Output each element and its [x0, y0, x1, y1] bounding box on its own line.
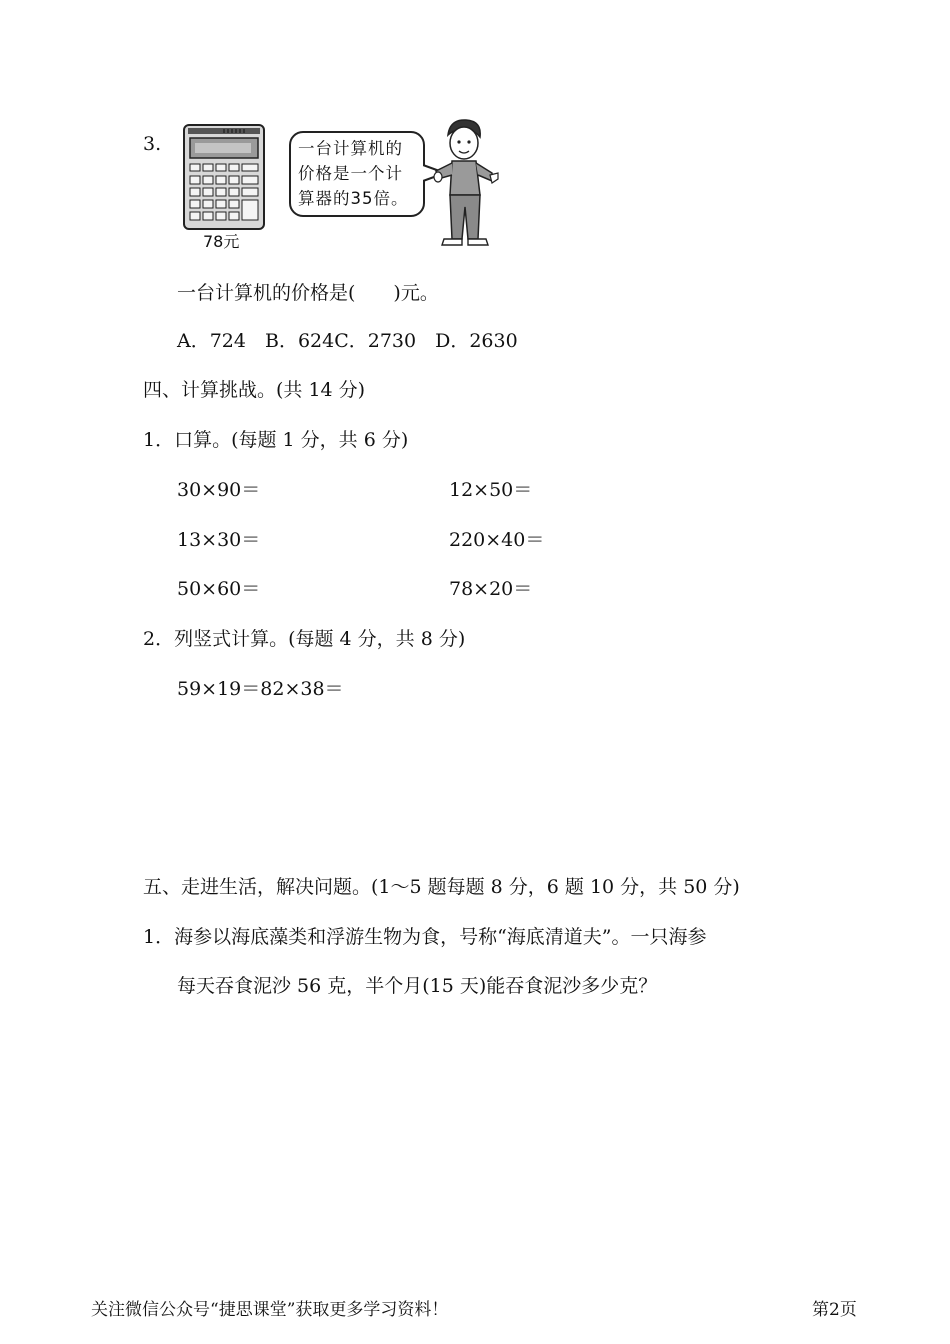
vertical-calc-items: 59×19＝82×38＝ — [177, 678, 344, 700]
word-problem-line: 每天吞食泥沙 56 克，半个月(15 天)能吞食泥沙多少克？ — [177, 975, 658, 997]
oral-calc-item: 78×20＝ — [449, 578, 533, 600]
oral-calc-item: 12×50＝ — [449, 479, 533, 501]
page-number: 第2页 — [812, 1300, 857, 1320]
question-title: 1．口算。(每题 1 分，共 6 分) — [143, 429, 409, 451]
footer-note: 关注微信公众号“捷思课堂”获取更多学习资料！ — [91, 1300, 449, 1320]
answer-options: A．724 B．624C．2730 D．2630 — [177, 330, 518, 352]
section-heading: 四、计算挑战。(共 14 分) — [143, 379, 366, 401]
question-title: 2．列竖式计算。(每题 4 分，共 8 分) — [143, 628, 466, 650]
oral-calc-item: 220×40＝ — [449, 529, 545, 551]
oral-calc-item: 13×30＝ — [177, 529, 261, 551]
speech-line: 一台计算机的 — [298, 139, 403, 158]
oral-calc-item: 30×90＝ — [177, 479, 261, 501]
oral-calc-item: 50×60＝ — [177, 578, 261, 600]
calculator-price: 78元 — [203, 232, 240, 251]
boy-illustration — [430, 115, 500, 250]
word-problem-line: 1．海参以海底藻类和浮游生物为食，号称“海底清道夫”。一只海参 — [143, 926, 707, 948]
question-number: 3. — [143, 133, 162, 155]
speech-text — [298, 136, 424, 211]
speech-line: 价格是一个计 — [298, 164, 403, 183]
section-heading: 五、走进生活，解决问题。(1～5 题每题 8 分，6 题 10 分，共 50 分) — [143, 876, 740, 898]
speech-line: 算器的35倍。 — [298, 189, 409, 208]
question-stem: 一台计算机的价格是( )元。 — [177, 282, 439, 304]
calculator-illustration — [183, 124, 265, 234]
